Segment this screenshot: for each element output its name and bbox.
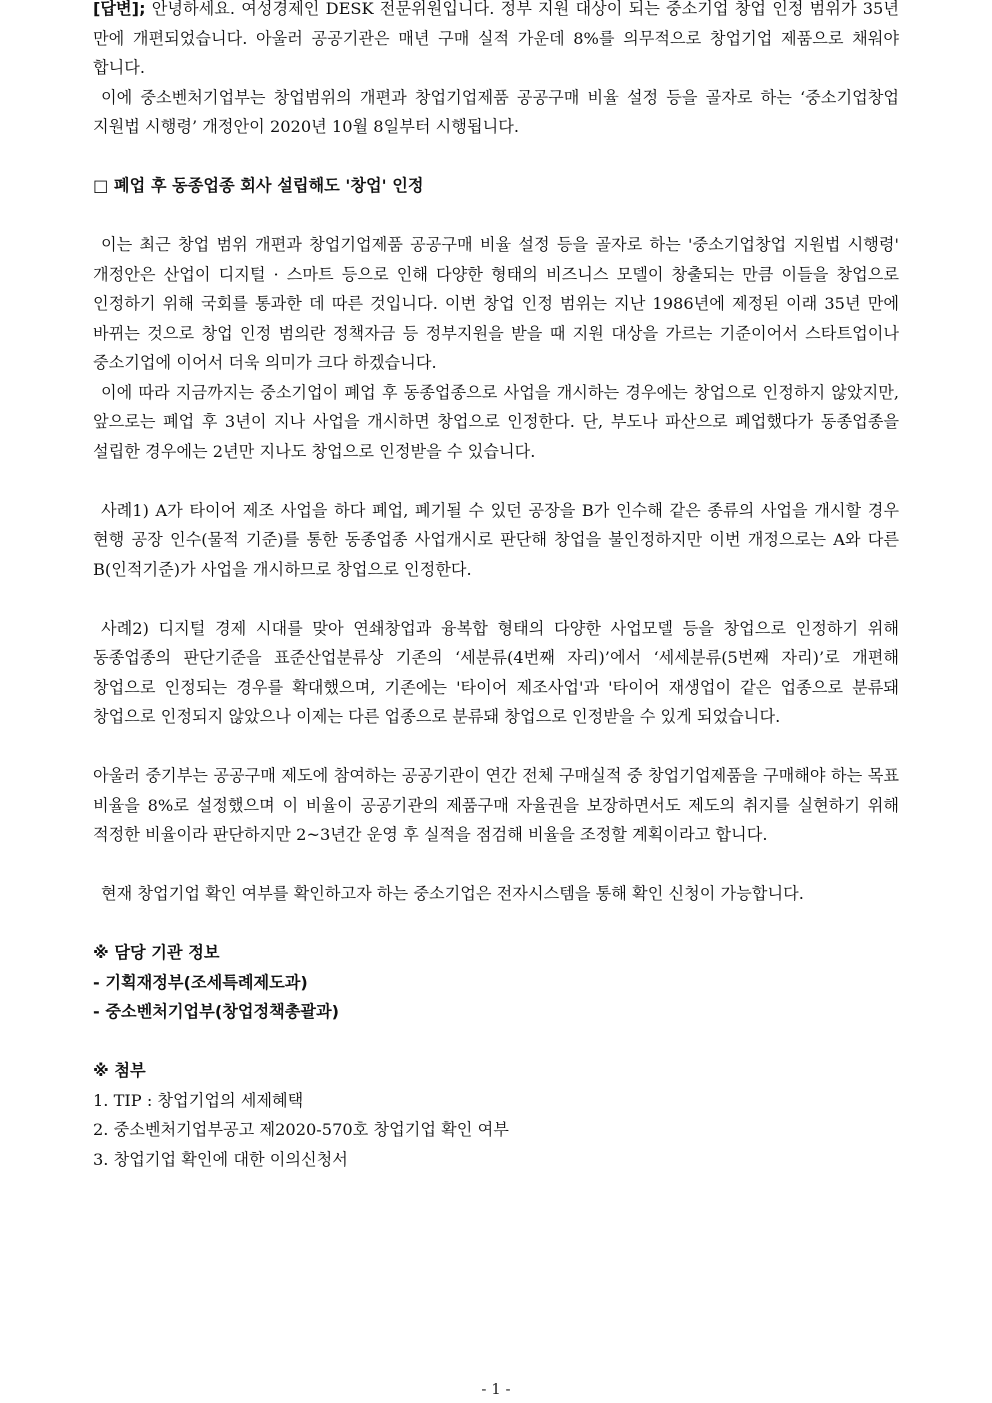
intro-paragraph [93, 0, 899, 83]
answer-label: [답변]; [93, 0, 146, 18]
section-heading: □ 폐업 후 동종업종 회사 설립해도 '창업' 인정 [93, 176, 424, 195]
body-paragraph-3: 아울러 중기부는 공공구매 제도에 참여하는 공공기관이 연간 전체 구매실적 중 창업기업제품을 구매해야 하는 목표 비율을 8%로 설정했으며 이 비율이 공공기관의 제품구매 자율권을 보장하면서도 제도의 취지를 실현하기 위해 적정한 비율이라 판단하지만 2~3년간 운영 후 실적을 점검해 비율을 조정할 계획이라고 합니다. [93, 766, 899, 844]
document-page [93, 0, 899, 1174]
agency-heading: ※ 담당 기관 정보 [93, 943, 220, 962]
page-number: - 1 - [481, 1380, 511, 1398]
attachment-item: 2. 중소벤처기업부공고 제2020-570호 창업기업 확인 여부 [93, 1120, 509, 1139]
agency-item: - 중소벤처기업부(창업정책총괄과) [93, 1002, 340, 1021]
case-example-2: 사례2) 디지털 경제 시대를 맞아 연쇄창업과 융복합 형태의 다양한 사업모델 등을 창업으로 인정하기 위해 동종업종의 판단기준을 표준산업분류상 기존의 ‘세분류(4번째 자리)’에서 ‘세세분류(5번째 자리)’로 개편해 창업으로 인정되는 경우를 확대했으며, 기존에는 '타이어 제조사업'과 '타이어 재생업이 같은 업종으로 분류돼 창업으로 인정되지 않았으나 이제는 다른 업종으로 분류돼 창업으로 인정받을 수 있게 되었습니다. [93, 618, 899, 726]
body-paragraph-2: 이에 따라 지금까지는 중소기업이 폐업 후 동종업종으로 사업을 개시하는 경우에는 창업으로 인정하지 않았지만, 앞으로는 폐업 후 3년이 지나 사업을 개시하면 창업으로 인정한다. 단, 부도나 파산으로 폐업했다가 동종업종을 설립한 경우에는 2년만 지나도 창업으로 인정받을 수 있습니다. [93, 382, 899, 461]
attachment-item: 3. 창업기업 확인에 대한 이의신청서 [93, 1149, 348, 1169]
intro-paragraph-2: 이에 중소벤처기업부는 창업범위의 개편과 창업기업제품 공공구매 비율 설정 등을 골자로 하는 ‘중소기업창업 지원법 시행령’ 개정안이 2020년 10월 8일부터 시행됩니다. [93, 87, 899, 136]
intro-text: 안녕하세요. 여성경제인 DESK 전문위원입니다. 정부 지원 대상이 되는 중소기업 창업 인정 범위가 35년 만에 개편되었습니다. 아울러 공공기관은 매년 구매 실적 가운데 8%를 의무적으로 창업기업 제품으로 채워야 합니다. [93, 0, 899, 77]
attachments-heading: ※ 첨부 [93, 1061, 146, 1080]
body-paragraph-1: 이는 최근 창업 범위 개편과 창업기업제품 공공구매 비율 설정 등을 골자로 하는 '중소기업창업 지원법 시행령' 개정안은 산업이 디지털 · 스마트 등으로 인해 다양한 형태의 비즈니스 모델이 창출되는 만큼 이들을 창업으로 인정하기 위해 국회를 통과한 데 따른 것입니다. 이번 창업 인정 범위는 지난 1986년에 제정된 이래 35년 만에 바뀌는 것으로 창업 인정 범의란 정책자금 등 정부지원을 받을 때 지원 대상을 가르는 기준이어서 스타트업이나 중소기업에 이어서 더욱 의미가 크다 하겠습니다. [93, 235, 899, 372]
body-paragraph-4: 현재 창업기업 확인 여부를 확인하고자 하는 중소기업은 전자시스템을 통해 확인 신청이 가능합니다. [101, 884, 804, 903]
case-example-1: 사례1) A가 타이어 제조 사업을 하다 폐업, 폐기될 수 있던 공장을 B가 인수해 같은 종류의 사업을 개시할 경우 현행 공장 인수(물적 기준)를 통한 동종업종 사업개시로 판단해 창업을 불인정하지만 이번 개정으로는 A와 다른 B(인적기준)가 사업을 개시하므로 창업으로 인정한다. [93, 500, 899, 579]
agency-item: - 기획재정부(조세특례제도과) [93, 972, 308, 992]
attachment-item: 1. TIP : 창업기업의 세제혜택 [93, 1090, 304, 1110]
